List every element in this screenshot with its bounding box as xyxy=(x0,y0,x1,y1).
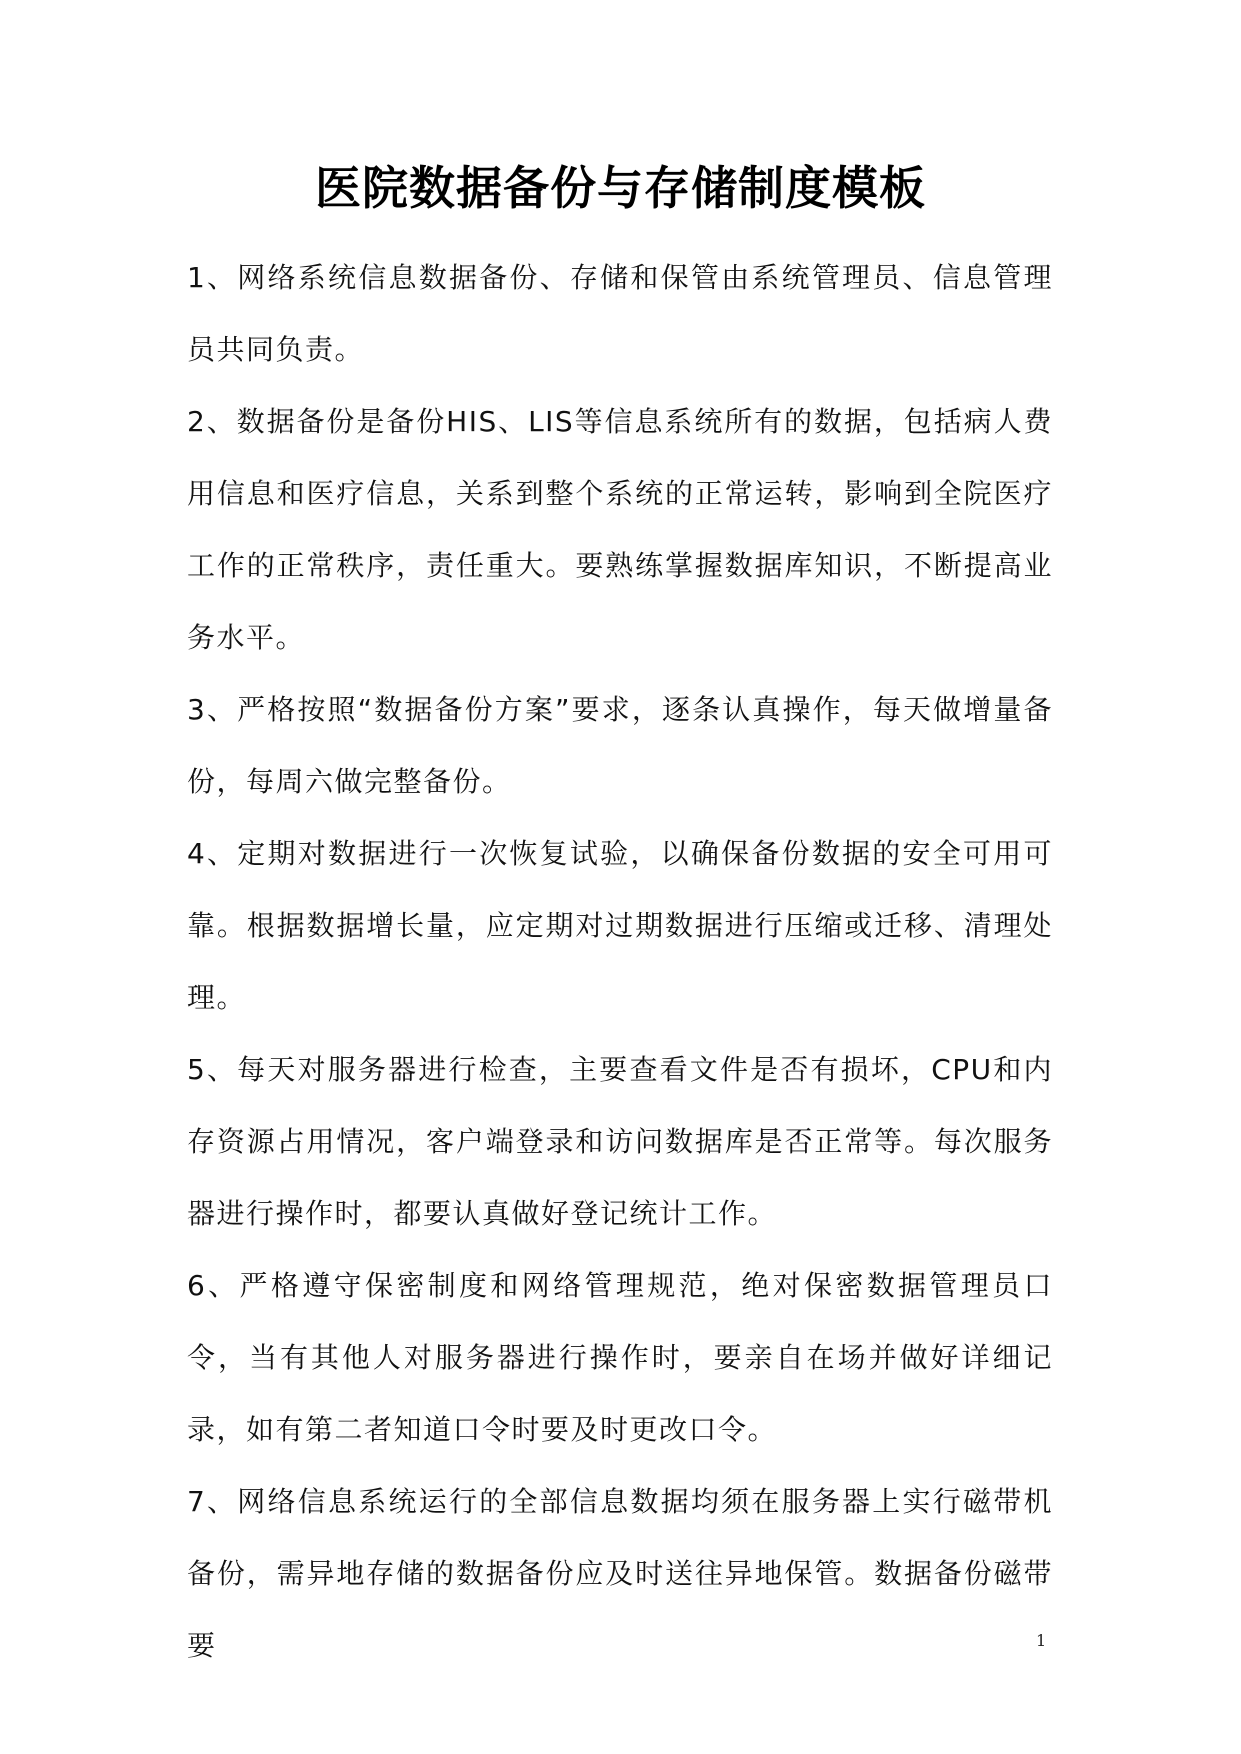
paragraph-3: 3、严格按照“数据备份方案”要求，逐条认真操作，每天做增量备份，每周六做完整备份。 xyxy=(187,693,1053,798)
paragraph-5: 5、每天对服务器进行检查，主要查看文件是否有损坏，CPU和内存资源占用情况，客户端登录和访问数据库是否正常等。每次服务器进行操作时，都要认真做好登记统计工作。 xyxy=(187,1053,1053,1230)
paragraph-2: 2、数据备份是备份HIS、LIS等信息系统所有的数据，包括病人费用信息和医疗信息，关系到整个系统的正常运转，影响到全院医疗工作的正常秩序，责任重大。要熟练掌握数据库知识，不断提高业务水平。 xyxy=(187,405,1053,654)
page-number: 1 xyxy=(1036,1631,1047,1650)
document-title: 医院数据备份与存储制度模板 xyxy=(315,161,926,215)
paragraph-6: 6、严格遵守保密制度和网络管理规范，绝对保密数据管理员口令，当有其他人对服务器进行操作时，要亲自在场并做好详细记录，如有第二者知道口令时要及时更改口令。 xyxy=(187,1269,1053,1446)
document-body xyxy=(187,242,1053,1682)
paragraph-1: 1、网络系统信息数据备份、存储和保管由系统管理员、信息管理员共同负责。 xyxy=(187,261,1053,366)
paragraph-7: 7、网络信息系统运行的全部信息数据均须在服务器上实行磁带机备份，需异地存储的数据备份应及时送往异地保管。数据备份磁带要 xyxy=(187,1485,1053,1662)
paragraph-4: 4、定期对数据进行一次恢复试验，以确保备份数据的安全可用可靠。根据数据增长量，应定期对过期数据进行压缩或迁移、清理处理。 xyxy=(187,837,1053,1014)
